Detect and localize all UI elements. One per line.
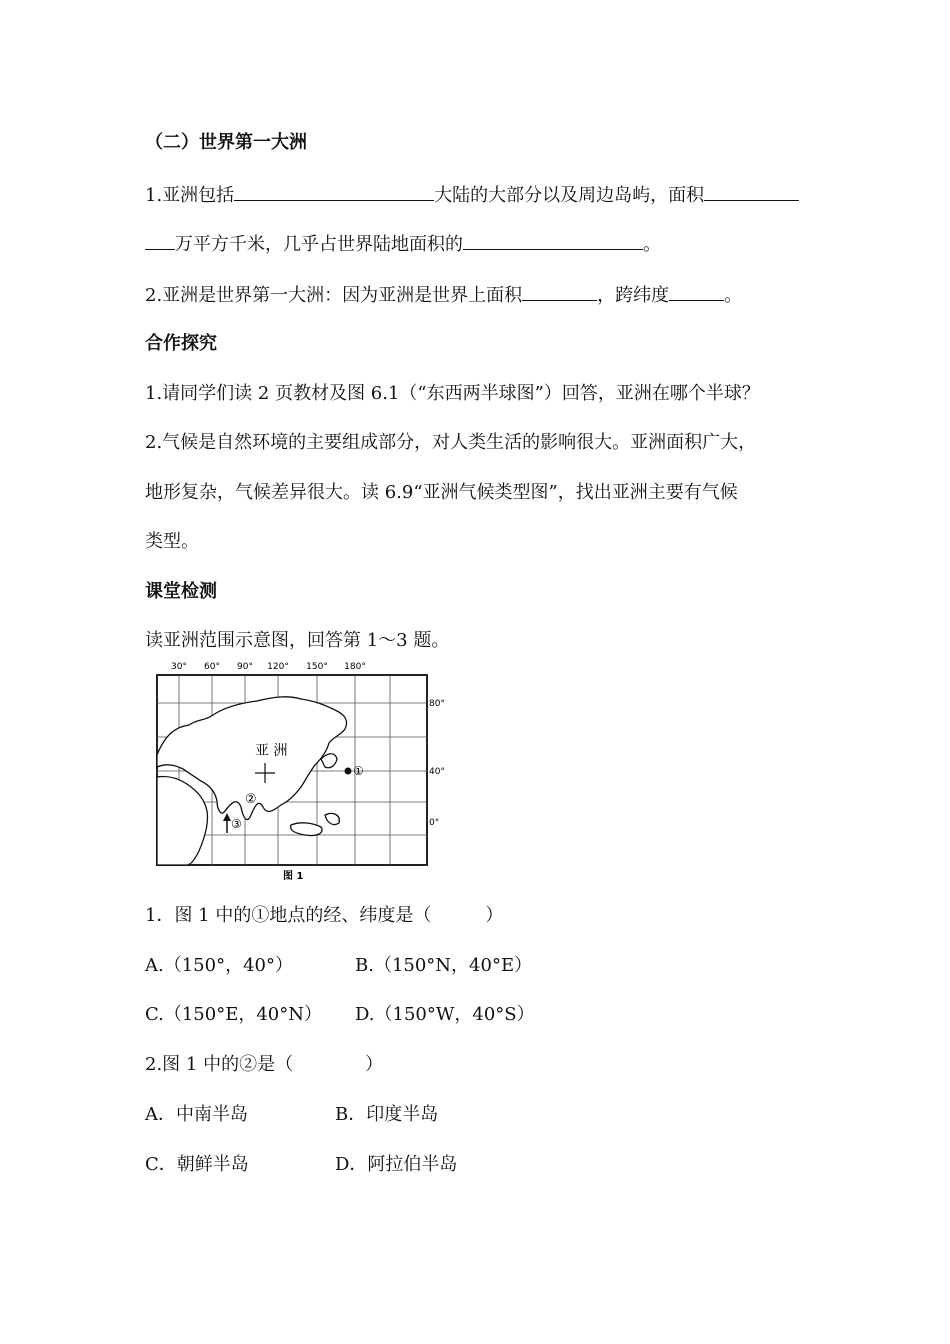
- lat-label-40: 40°: [429, 767, 445, 777]
- q-map-1-option-c[interactable]: C.（150°E，40°N）: [145, 1004, 323, 1025]
- lon-label-120: 120°: [267, 662, 289, 672]
- lat-label-80: 80°: [429, 699, 445, 709]
- q1-blank-area-a[interactable]: [704, 182, 799, 201]
- marker-3-label: ③: [231, 817, 242, 831]
- q-map-1-stem: 1．图 1 中的①地点的经、纬度是（ ）: [145, 905, 504, 926]
- q1-blank-continent[interactable]: [234, 182, 434, 201]
- q1-end: 。: [643, 234, 661, 255]
- asia-map-figure: [145, 655, 455, 885]
- q-map-2-option-d[interactable]: D．阿拉伯半岛: [335, 1154, 458, 1175]
- q1-cont-mid: 万平方千米，几乎占世界陆地面积的: [175, 234, 463, 255]
- q-map-2-option-c[interactable]: C．朝鲜半岛: [145, 1154, 249, 1175]
- q1-mid: 大陆的大部分以及周边岛屿，面积: [434, 185, 705, 206]
- lon-label-90: 90°: [237, 662, 253, 672]
- coop-item-1: 1.请同学们读 2 页教材及图 6.1（“东西两半球图”）回答，亚洲在哪个半球？: [145, 383, 760, 404]
- lon-label-60: 60°: [204, 662, 220, 672]
- q-map-1-option-a[interactable]: A.（150°，40°）: [145, 955, 293, 976]
- question-2-line: [145, 282, 742, 308]
- lat-label-0: 0°: [429, 818, 440, 828]
- section-title: （二）世界第一大洲: [145, 132, 307, 153]
- lon-label-180: 180°: [344, 662, 366, 672]
- q-map-2-option-b[interactable]: B．印度半岛: [335, 1104, 439, 1125]
- map-intro: 读亚洲范围示意图，回答第 1～3 题。: [145, 630, 450, 651]
- q2-blank-area[interactable]: [522, 282, 597, 301]
- q2-mid: ，跨纬度: [597, 285, 670, 306]
- q-map-1-option-d[interactable]: D.（150°W，40°S）: [355, 1004, 535, 1025]
- coop-item-2-line-1: 2.气候是自然环境的主要组成部分，对人类生活的影响很大。亚洲面积广大，: [145, 432, 757, 453]
- check-title: 课堂检测: [145, 581, 217, 602]
- coop-item-2-line-2: 地形复杂，气候差异很大。读 6.9“亚洲气候类型图”，找出亚洲主要有气候: [145, 482, 738, 503]
- q-map-1-option-b[interactable]: B.（150°N，40°E）: [355, 955, 533, 976]
- marker-1-label: ①: [353, 764, 364, 778]
- coop-title: 合作探究: [145, 333, 217, 354]
- marker-2-label: ②: [245, 792, 257, 807]
- map-caption: 图 1: [283, 871, 304, 882]
- q1-prefix: 1.亚洲包括: [145, 185, 235, 206]
- q-map-2-stem: 2.图 1 中的②是（ ）: [145, 1054, 384, 1075]
- q-map-2-option-a[interactable]: A．中南半岛: [145, 1104, 248, 1125]
- lon-label-30: 30°: [171, 662, 187, 672]
- q2-prefix: 2.亚洲是世界第一大洲：因为亚洲是世界上面积: [145, 285, 523, 306]
- q1-blank-ratio[interactable]: [463, 231, 643, 250]
- marker-1-dot: [345, 768, 352, 775]
- lon-label-150: 150°: [306, 662, 328, 672]
- q2-blank-latitude[interactable]: [669, 282, 724, 301]
- coop-item-2-line-3: 类型。: [145, 531, 199, 552]
- question-1-line-1: [145, 182, 799, 208]
- continent-label: 亚 洲: [255, 743, 288, 759]
- question-1-line-2: [145, 231, 661, 257]
- q1-blank-area-b[interactable]: [145, 231, 175, 250]
- q2-end: 。: [724, 285, 743, 306]
